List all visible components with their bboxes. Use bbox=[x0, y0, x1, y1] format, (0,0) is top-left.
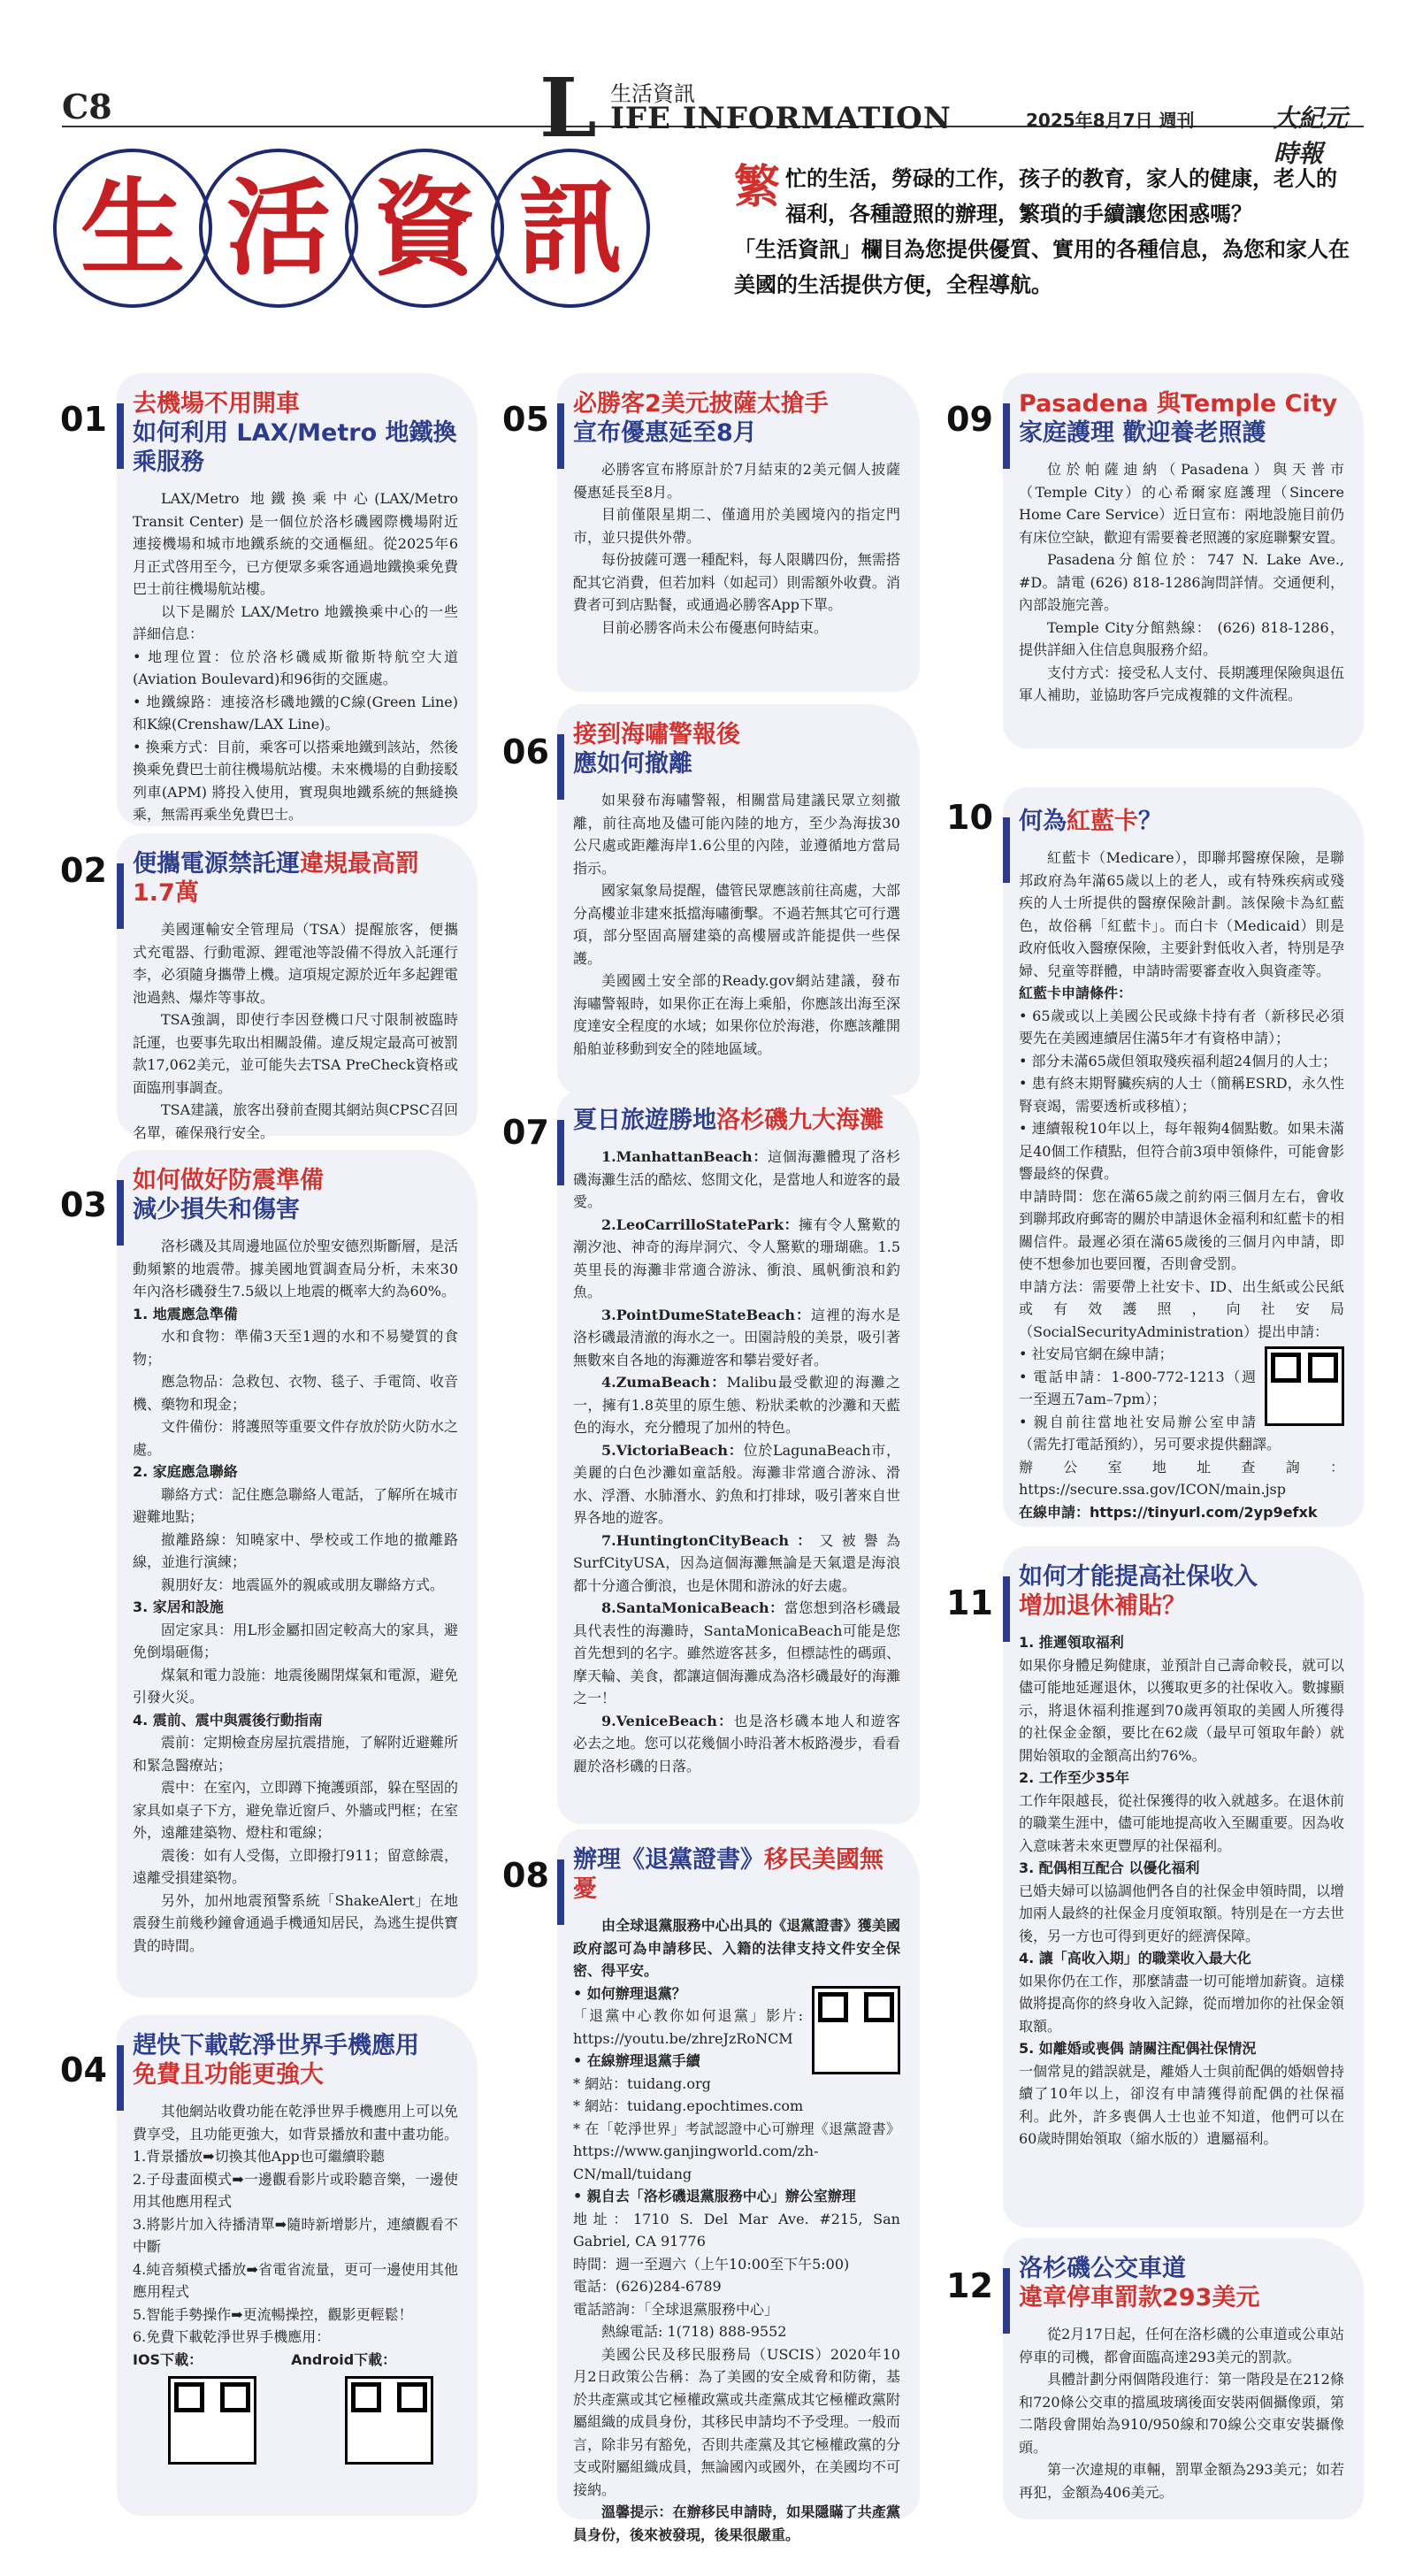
beach-item bbox=[573, 1530, 900, 1598]
section-title-zh: 生活資訊 bbox=[610, 81, 695, 106]
article-subtitle: 增加退休補貼？ bbox=[1019, 1592, 1186, 1620]
beach-item bbox=[573, 1597, 900, 1710]
paragraph: 應急物品：急救包、衣物、毯子、手電筒、收音機、藥物和現金； bbox=[133, 1373, 459, 1413]
beach-desc: 這裡的海水是洛杉磯最清澈的海水之一。田園詩般的美景，吸引著無數來自各地的海灘遊客和攀岩愛好者。 bbox=[573, 1306, 900, 1368]
ios-qr-code[interactable] bbox=[168, 2376, 256, 2465]
article-subtitle: 宣布優惠延至8月 bbox=[573, 419, 757, 447]
beach-name: 1.ManhattanBeach： bbox=[601, 1148, 769, 1165]
article-number: 04 bbox=[60, 2051, 107, 2089]
paragraph: TSA強調，即使行李因登機口尺寸限制被臨時託運，也要事先取出相關設備。違反規定最高可被罰款17,062美元，並可能失去TSA PreCheck資格或面臨刑事調查。 bbox=[133, 1011, 459, 1096]
banner-char bbox=[53, 149, 212, 308]
paragraph: • 換乘方式：目前，乘客可以搭乘地鐵到該站，然後換乘免費巴士前往機場航站樓。未來機場的自動接駁列車(APM) 將投入使用，實現與地鐵系統的無縫換乘，無需再乘坐免費巴士。 bbox=[133, 738, 459, 823]
website-link[interactable]: * 在「乾淨世界」考試認證中心可辦理《退黨證書》https://www.ganjingworld.com/zh-CN/mall/tuidang bbox=[573, 2120, 900, 2182]
page-header bbox=[62, 60, 1364, 168]
paragraph: 2.子母畫面模式➡一邊觀看影片或聆聽音樂，一邊使用其他應用程式 bbox=[133, 2170, 458, 2210]
tip-text: 如果你身體足夠健康，並預計自己壽命較長，就可以儘可能地延遲退休，以獲取更多的社保收入。數據顯示，將退休福利推遲到70歲再領取的美國人所獲得的社保金金額，要比在62歲（最早可領取年齡）就開始領取的金額高出約76%。 bbox=[1019, 1656, 1345, 1764]
paragraph: 由全球退黨服務中心出具的《退黨證書》獲美國政府認可為申請移民、入籍的法律支持文件安全保密、得平安。 bbox=[573, 1917, 900, 1979]
section-banner bbox=[53, 149, 1362, 317]
paragraph: 紅藍卡（Medicare），即聯邦醫療保險，是聯邦政府為年滿65歲以上的老人，或有特殊疾病或殘疾的人士所提供的醫療保險計劃。該保險卡為紅藍色，故俗稱「紅藍卡」。而白卡（Medicaid）則是政府低收入醫療保險，主要針對低收入者，特別是孕婦、兒童等群體，申請時需要審查收入與資產等。 bbox=[1019, 849, 1345, 979]
android-qr-code[interactable] bbox=[345, 2376, 433, 2465]
beach-name: 3.PointDumeStateBeach： bbox=[601, 1306, 812, 1323]
paragraph: • 如何辦理退黨？ bbox=[573, 1984, 686, 2002]
paragraph: 目前必勝客尚未公布優惠何時結束。 bbox=[601, 618, 829, 636]
paragraph: • 65歲或以上美國公民或綠卡持有者（新移民必須要先在美國連續居住滿5年才有資格申請）； bbox=[1019, 1007, 1344, 1046]
paragraph: 3.將影片加入待播清單➡隨時新增影片，連續觀看不中斷 bbox=[133, 2215, 458, 2255]
article-title: 去機場不用開車 bbox=[133, 390, 300, 418]
article-09 bbox=[1003, 373, 1364, 748]
paragraph: 美國運輸安全管理局（TSA）提醒旅客，便攜式充電器、行動電源、鋰電池等設備不得放入託運行李，必須隨身攜帶上機。這項規定源於近年多起鋰電池過熱、爆炸等事故。 bbox=[133, 921, 459, 1006]
article-number: 12 bbox=[946, 2266, 993, 2305]
android-download-label: Android下載： bbox=[291, 2350, 397, 2368]
ssa-qr-code[interactable] bbox=[1265, 1346, 1344, 1426]
paragraph: 紅藍卡申請條件： bbox=[1019, 985, 1133, 1001]
article-10 bbox=[1003, 787, 1364, 1527]
article-07 bbox=[557, 1090, 920, 1824]
paragraph: • 地鐵線路：連接洛杉磯地鐵的C線(Green Line)和K線(Crenshaw/LAX Line)。 bbox=[133, 693, 458, 732]
paragraph: 洛杉磯九大海灘 bbox=[716, 1107, 883, 1134]
tip-heading: 1. 推遲領取福利 bbox=[1019, 1634, 1124, 1651]
tip-text: 一個常見的錯誤就是，離婚人士與前配偶的婚姻曾持續了10年以上，卻沒有申請獲得前配偶的社保福利。此外，許多喪偶人士也並不知道，他們可以在60歲時開始領取（縮水版的）遺屬福利。 bbox=[1019, 2062, 1345, 2147]
article-number: 11 bbox=[946, 1583, 993, 1622]
paragraph: 震中：在室內，立即蹲下掩護頭部，躲在堅固的家具如桌子下方，避免靠近窗戶、外牆或門框；在室外，遠離建築物、燈柱和電線； bbox=[133, 1779, 459, 1841]
paragraph: 每份披薩可選一種配料，每人限購四份，無需搭配其它消費，但若加料（如起司）則需額外收費。消費者可到店點餐，或通過必勝客App下單。 bbox=[573, 551, 900, 613]
beach-name: 8.SantaMonicaBeach： bbox=[601, 1599, 784, 1616]
tip-heading: 5. 如離婚或喪偶 請關注配偶社保情況 bbox=[1019, 2040, 1257, 2057]
paragraph: 支付方式：接受私人支付、長期護理保險與退伍軍人補助，並協助客戶完成複雜的文件流程。 bbox=[1019, 663, 1345, 703]
paragraph: TSA建議，旅客出發前查閱其網站與CPSC召回名單，確保飛行安全。 bbox=[133, 1101, 458, 1141]
article-title bbox=[1019, 807, 1344, 836]
paragraph: 撤離路線：知曉家中、學校或工作地的撤離路線，並進行演練； bbox=[133, 1530, 458, 1570]
page-number: C8 bbox=[62, 87, 112, 126]
paragraph: 何為 bbox=[1019, 808, 1067, 835]
video-link[interactable]: 「退黨中心教你如何退黨」影片: https://youtu.be/zhreJzRoNCM bbox=[573, 2007, 803, 2047]
beach-desc: 位於LagunaBeach市，美麗的白色沙灘如童話般。海灘非常適合游泳、滑水、浮潛、水肺潛水、釣魚和打排球，吸引著來自世界各地的遊客。 bbox=[573, 1441, 900, 1526]
article-title: 便攜電源禁託運 bbox=[133, 850, 300, 878]
newspaper-logo: 大紀元時報 bbox=[1274, 104, 1349, 168]
beach-desc: Malibu最受歡迎的海灘之一，擁有1.8英里的原生態、粉狀柔軟的沙灘和天藍色的海水，充分體現了加州的特色。 bbox=[573, 1374, 900, 1436]
article-subtitle: 違章停車罰款293美元 bbox=[1019, 2284, 1260, 2312]
beach-desc: 也是洛杉磯本地人和遊客必去之地。您可以花幾個小時沿著木板路漫步，看看麗於洛杉磯的日落。 bbox=[573, 1712, 900, 1775]
beach-name: 5.VictoriaBeach： bbox=[601, 1441, 744, 1459]
beach-desc: 這個海灘體現了洛杉磯海灘生活的酷炫、悠閒文化，是當地人和遊客的最愛。 bbox=[573, 1148, 900, 1210]
paragraph: 生 bbox=[80, 166, 185, 289]
paragraph: 親朋好友：地震區外的親戚或朋友聯絡方式。 bbox=[161, 1576, 445, 1593]
paragraph: • 患有終末期腎臟疾病的人士（簡稱ESRD，永久性腎衰竭，需要透析或移植）； bbox=[1019, 1075, 1344, 1115]
paragraph: • 電話申請：1-800-772-1213（週一至週五7am–7pm）； bbox=[1019, 1368, 1256, 1407]
paragraph: 訊 bbox=[517, 166, 623, 289]
article-number: 03 bbox=[60, 1185, 107, 1224]
paragraph: 違規最高罰1.7萬 bbox=[133, 850, 419, 907]
paragraph: 3. 家居和設施 bbox=[133, 1598, 224, 1615]
section-title-en: IFE INFORMATION bbox=[610, 101, 952, 136]
article-title: 如何才能提高社保收入 bbox=[1019, 1563, 1258, 1591]
ssa-office-link[interactable]: 辦公室地址查詢：https://secure.ssa.gov/ICON/main.jsp bbox=[1019, 1458, 1344, 1498]
tip-text: 已婚夫婦可以協調他們各自的社保金申領時間，以增加兩人最終的社保金月度領取額。特別是在一方去世後，另一方也可得到更好的經濟保障。 bbox=[1019, 1882, 1345, 1944]
article-number: 09 bbox=[946, 400, 993, 439]
paragraph: 煤氣和電力設施：地震後關閉煤氣和電源，避免引發火災。 bbox=[133, 1666, 459, 1706]
paragraph: 目前僅限星期二、僅適用於美國境內的指定門市，並只提供外帶。 bbox=[573, 506, 900, 546]
paragraph: 熱線電話: 1(718) 888-9552 bbox=[601, 2323, 787, 2340]
paragraph: ？ bbox=[1138, 808, 1162, 835]
tip-heading: 2. 工作至少35年 bbox=[1019, 1769, 1130, 1786]
paragraph: 1. 地震應急準備 bbox=[133, 1305, 238, 1322]
article-subtitle: 家庭護理 歡迎養老照護 bbox=[1019, 419, 1266, 447]
paragraph: 地址：1710 S. Del Mar Ave. #215, San Gabriel, CA 91776 bbox=[573, 2210, 900, 2250]
beach-name: 4.ZumaBeach： bbox=[601, 1374, 727, 1391]
paragraph: 文件備份：將護照等重要文件存放於防火防水之處。 bbox=[133, 1418, 459, 1458]
beach-item bbox=[573, 1439, 900, 1530]
article-title: 洛杉磯公交車道 bbox=[1019, 2255, 1186, 2282]
paragraph: 申請時間：您在滿65歲之前約兩三個月左右，會收到聯邦政府郵寄的關於申請退休金福利和紅藍卡的相關信件。最遲必須在滿65歲後的三個月內申請，即使不想參加也要回覆，否則會受罰。 bbox=[1019, 1187, 1345, 1272]
beach-item bbox=[573, 1371, 900, 1439]
article-08 bbox=[557, 1829, 920, 2543]
paragraph: 另外，加州地震預警系統「ShakeAlert」在地震發生前幾秒鐘會通過手機通知居民，為逃生提供寶貴的時間。 bbox=[133, 1891, 459, 1954]
banner-intro bbox=[734, 161, 1353, 303]
banner-char bbox=[199, 149, 358, 308]
paragraph: 活 bbox=[226, 166, 331, 289]
banner-char bbox=[491, 149, 650, 308]
paragraph: Temple City分館熱線： (626) 818-1286，提供詳細入住信息與服務介紹。 bbox=[1019, 618, 1344, 658]
paragraph: 電話諮詢：「全球退黨服務中心」 bbox=[573, 2300, 779, 2318]
paragraph: 電話：(626)284-6789 bbox=[573, 2278, 722, 2295]
article-subtitle: 如何利用 LAX/Metro 地鐵換乘服務 bbox=[133, 419, 457, 476]
article-subtitle: 減少損失和傷害 bbox=[133, 1196, 300, 1223]
article-title: 夏日旅遊勝地 bbox=[573, 1107, 716, 1134]
tip-heading: 3. 配偶相互配合 以優化福利 bbox=[1019, 1859, 1200, 1876]
paragraph: 洛杉磯及其周邊地區位於聖安德烈斯斷層，是活動頻繁的地震帶。據美國地質調查局分析，未來30年內洛杉磯發生7.5級以上地震的概率大約為60%。 bbox=[133, 1238, 459, 1300]
article-number: 08 bbox=[502, 1856, 549, 1895]
article-05 bbox=[557, 373, 920, 692]
article-number: 05 bbox=[502, 400, 549, 439]
paragraph: 時間：週一至週六（上午10:00至下午5:00) bbox=[573, 2255, 850, 2273]
article-03 bbox=[117, 1150, 478, 1997]
paragraph: 紅藍卡 bbox=[1067, 808, 1138, 835]
paragraph: Pasadena分館位於：747 N. Lake Ave., #D。請電 (626) 818-1286詢問詳情。交通便利，內部設施完善。 bbox=[1019, 551, 1344, 613]
article-title: Pasadena 與Temple City bbox=[1019, 390, 1338, 418]
paragraph: 具體計劃分兩個階段進行：第一階段是在212條和720條公交車的擋風玻璃後面安裝兩個攝像頭，第二階段會開始為910/950線和70線公交車安裝攝像頭。 bbox=[1019, 2371, 1344, 2456]
beach-item bbox=[573, 1710, 900, 1778]
article-02 bbox=[117, 833, 478, 1141]
beach-desc: 擁有令人驚歎的潮汐池、神奇的海岸洞穴、令人驚歎的珊瑚礁。1.5英里長的海灘非常適合游泳、衝浪、風帆衝浪和釣魚。 bbox=[573, 1215, 900, 1300]
paragraph: 美國國土安全部的Ready.gov網站建議，發布海嘯警報時，如果你正在海上乘船，你應該出海至深度達安全程度的水域；如果你位於海港，你應該離開船舶並移動到安全的陸地區域。 bbox=[573, 972, 900, 1057]
article-subtitle: 應如何撤離 bbox=[573, 750, 692, 778]
paragraph: • 連續報稅10年以上，每年報夠4個點數。如果未滿足40個工作積點，但符合前3項申領條件，可能會影響最終的保費。 bbox=[1019, 1120, 1344, 1182]
drop-cap: 繁 bbox=[734, 160, 781, 214]
article-subtitle: 免費且功能更強大 bbox=[133, 2061, 324, 2089]
paragraph: 水和食物：準備3天至1週的水和不易變質的食物； bbox=[133, 1328, 458, 1368]
paragraph: 其他網站收費功能在乾淨世界手機應用上可以免費享受，且功能更強大，如背景播放和畫中畫功能。 bbox=[133, 2103, 459, 2143]
paragraph: 國家氣象局提醒，儘管民眾應該前往高處，大部分高樓並非建來抵擋海嘯衝擊。不過若無其它可行選項，部分堅固高層建築的高樓層或許能提供一些保護。 bbox=[573, 882, 900, 967]
paragraph: 4.純音頻模式播放➡省電省流量，更可一邊使用其他應用程式 bbox=[133, 2260, 458, 2300]
ios-download-label: IOS下載： bbox=[133, 2350, 203, 2368]
article-number: 01 bbox=[60, 400, 107, 439]
beach-name: 2.LeoCarrilloStatePark： bbox=[601, 1215, 799, 1233]
paragraph: 震後：如有人受傷，立即撥打911；留意餘震，遠離受損建築物。 bbox=[133, 1846, 458, 1886]
paragraph: 2. 家庭應急聯絡 bbox=[133, 1463, 238, 1480]
paragraph: 移民美國無憂 bbox=[573, 1846, 883, 1903]
paragraph: 位於帕薩迪納（Pasadena）與天普市（Temple City）的心希爾家庭護理（Sincere Home Care Service）近日宣布：兩地設施目前仍有床位空缺，歡迎有需要養老照護的家庭聯繫安置。 bbox=[1019, 461, 1345, 546]
paragraph: 忙的生活，勞碌的工作，孩子的教育，家人的健康，老人的福利，各種證照的辦理，繁瑣的手續讓您困惑嗎？ bbox=[785, 166, 1338, 226]
beach-item bbox=[573, 1214, 900, 1304]
article-number: 07 bbox=[502, 1113, 549, 1152]
paragraph: 5.智能手勢操作➡更流暢操控，觀影更輕鬆！ bbox=[133, 2305, 413, 2323]
article-04 bbox=[117, 2015, 478, 2516]
article-title: 接到海嘯警報後 bbox=[573, 721, 740, 748]
paragraph: • 部分未滿65歲但領取殘疾福利超24個月的人士； bbox=[1019, 1052, 1337, 1070]
article-01 bbox=[117, 373, 478, 826]
article-title: 如何做好防震準備 bbox=[133, 1167, 324, 1194]
beach-item bbox=[573, 1146, 900, 1214]
paragraph: 申請方法：需要帶上社安卡、ID、出生紙或公民紙或有效護照，向社安局（SocialSecurityAdministration）提出申請： bbox=[1019, 1277, 1344, 1340]
paragraph: 資 bbox=[371, 166, 477, 289]
article-number: 10 bbox=[946, 798, 993, 837]
online-apply-link[interactable]: 在線申請：https://tinyurl.com/2yp9efxk bbox=[1019, 1503, 1318, 1521]
article-title: 必勝客2美元披薩太搶手 bbox=[573, 390, 829, 418]
beach-item bbox=[573, 1304, 900, 1372]
tip-text: 工作年限越長，從社保獲得的收入就越多。在退休前的職業生涯中，儘可能地提高收入至關重要。因為收入意味著未來更豐厚的社保福利。 bbox=[1019, 1791, 1345, 1854]
paragraph: 如果發布海嘯警報，相關當局建議民眾立刻撤離，前往高地及儘可能內陸的地方，至少為海拔30公尺處或距離海岸1.6公里的內陸，並遵循地方當局指示。 bbox=[573, 792, 900, 877]
paragraph: 美國公民及移民服務局（USCIS）2020年10月2日政策公告稱：為了美國的安全威脅和防衛，基於共產黨或其它極權政黨或共產黨成其它極權政黨附屬組織的成員身份，其移民申請均不予受理。一般而言，除非另有豁免，否則共產黨及其它極權政黨的分支或附屬組織成員，無論國內或國外，在美國均不可接納。 bbox=[573, 2345, 900, 2498]
paragraph: 震前：定期檢查房屋抗震措施，了解附近避難所和緊急醫療站； bbox=[133, 1734, 459, 1774]
article-06 bbox=[557, 704, 920, 1095]
article-11 bbox=[1003, 1546, 1364, 2227]
paragraph: 聯絡方式：記住應急聯絡人電話，了解所在城市避難地點； bbox=[133, 1485, 459, 1525]
paragraph: • 地理位置：位於洛杉磯威斯徹斯特航空大道(Aviation Boulevard)和96街的交匯處。 bbox=[133, 648, 458, 687]
article-title: 趕快下載乾淨世界手機應用 bbox=[133, 2032, 419, 2059]
article-12 bbox=[1003, 2238, 1364, 2519]
tip-heading: 4. 讓「高收入期」的職業收入最大化 bbox=[1019, 1950, 1251, 1966]
paragraph: LAX/Metro 地鐵換乘中心(LAX/Metro Transit Center) 是一個位於洛杉磯國際機場附近連接機場和城市地鐵系統的交通樞紐。從2025年6月正式啓用至今，已方便眾多乘客通過地鐵換乘免費巴士前往機場航站樓。 bbox=[133, 490, 459, 597]
beach-list bbox=[573, 1146, 900, 1777]
paragraph: • 親自去「洛杉磯退黨服務中心」辦公室辦理 bbox=[573, 2188, 856, 2204]
paragraph: 溫馨提示：在辦移民申請時，如果隱瞞了共產黨員身份，後來被發現，後果很嚴重。 bbox=[573, 2503, 900, 2543]
paragraph: • 在線辦理退黨手續 bbox=[573, 2052, 700, 2069]
website-link[interactable]: * 網站：tuidang.org bbox=[573, 2074, 711, 2092]
paragraph: 1.背景播放➡切換其他App也可繼續聆聽 bbox=[133, 2148, 385, 2165]
paragraph: 以下是關於 LAX/Metro 地鐵換乘中心的一些詳細信息： bbox=[133, 602, 458, 642]
banner-char bbox=[345, 149, 504, 308]
section-initial: L bbox=[539, 60, 597, 156]
article-title: 辦理《退黨證書》 bbox=[573, 1846, 764, 1874]
tuidang-qr-code[interactable] bbox=[812, 1986, 900, 2074]
beach-desc: 又被譽為SurfCityUSA，因為這個海灘無論是天氣還是海浪都十分適合衝浪，也是休閒和游泳的好去處。 bbox=[573, 1531, 900, 1594]
paragraph: 4. 震前、震中與震後行動指南 bbox=[133, 1711, 323, 1729]
issue-date: 2025年8月7日 週刊 bbox=[1026, 110, 1195, 131]
beach-name: 7.HuntingtonCityBeach： bbox=[601, 1531, 820, 1549]
article-number: 02 bbox=[60, 851, 107, 890]
paragraph: 「生活資訊」欄目為您提供優質、實用的各種信息，為您和家人在美國的生活提供方便，全程導航。 bbox=[734, 237, 1350, 297]
paragraph: 必勝客宣布將原計於7月結束的2美元個人披薩優惠延長至8月。 bbox=[573, 461, 900, 501]
tips-list bbox=[1019, 1631, 1344, 2150]
paragraph: • 社安局官網在線申請； bbox=[1019, 1346, 1174, 1362]
paragraph: 從2月17日起，任何在洛杉磯的公車道或公車站停車的司機，都會面臨高達293美元的罰款。 bbox=[1019, 2326, 1344, 2365]
paragraph: 第一次違規的車輛，罰單金額為293美元；如若再犯，金額為406美元。 bbox=[1019, 2461, 1344, 2501]
tip-text: 如果你仍在工作，那麼請盡一切可能增加薪資。這樣做將提高你的終身收入記錄，從而增加你的社保金領取額。 bbox=[1019, 1972, 1345, 2035]
beach-desc: 當您想到洛杉磯最具代表性的海灘時，SantaMonicaBeach可能是您首先想到的名字。雖然遊客甚多，但標誌性的碼頭、摩天輪、美食，都讓這個海灘成為洛杉磯最好的海灘之一！ bbox=[573, 1599, 900, 1706]
website-link[interactable]: * 網站：tuidang.epochtimes.com bbox=[573, 2097, 804, 2114]
beach-name: 9.VeniceBeach： bbox=[601, 1712, 734, 1729]
paragraph: 固定家具：用L形金屬扣固定較高大的家具，避免倒塌砸傷； bbox=[133, 1621, 458, 1660]
paragraph: 6.免費下載乾淨世界手機應用： bbox=[133, 2328, 331, 2345]
paragraph: • 親自前往當地社安局辦公室申請（需先打電話預約），另可要求提供翻譯。 bbox=[1019, 1413, 1281, 1453]
article-number: 06 bbox=[502, 732, 549, 771]
